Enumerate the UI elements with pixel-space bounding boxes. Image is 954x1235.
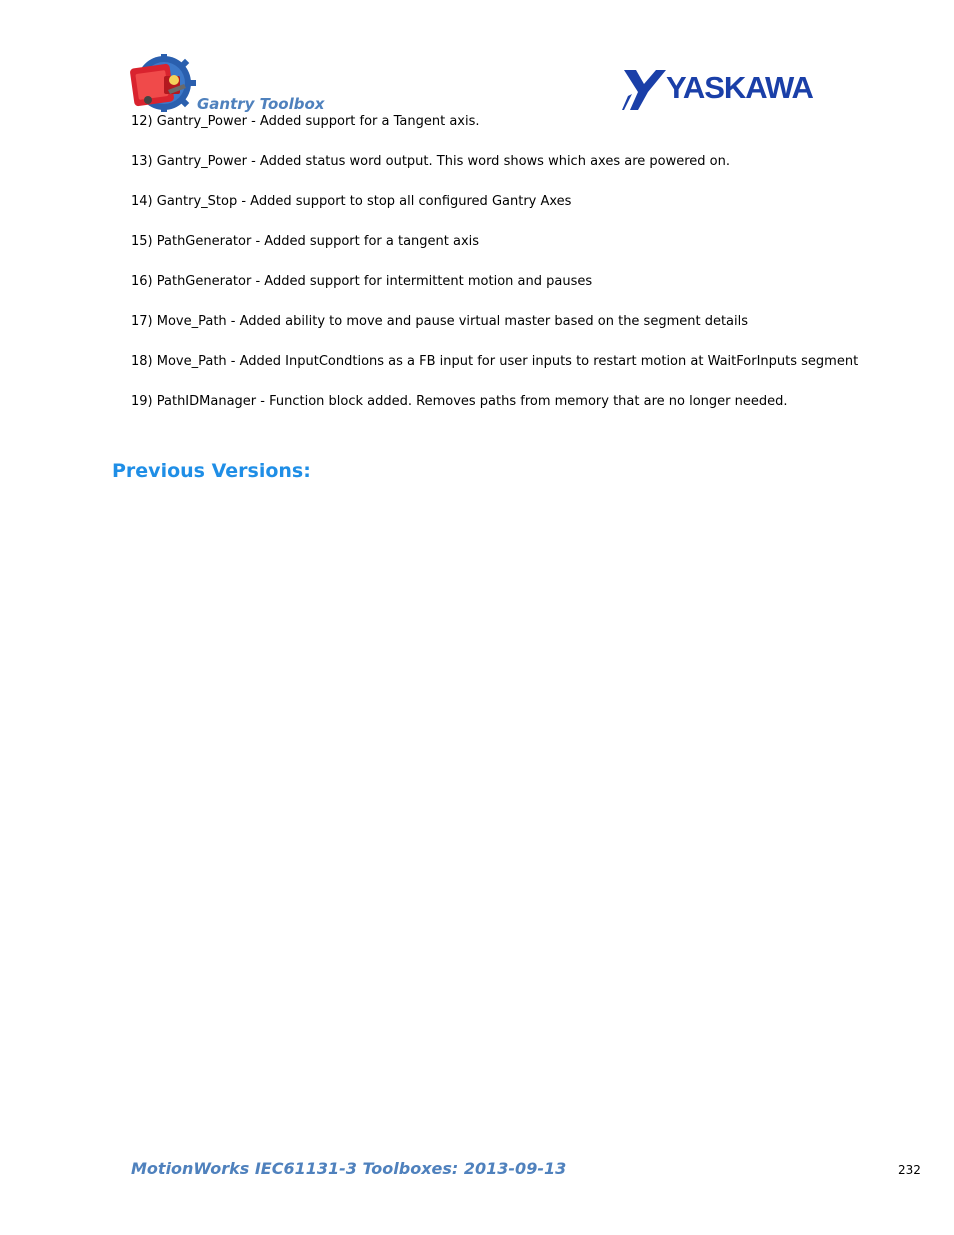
footer-title: MotionWorks IEC61131-3 Toolboxes: 2013-09-13 [131,1159,567,1178]
release-note-item: 16) PathGenerator - Added support for intermittent motion and pauses [131,274,593,289]
yaskawa-logo-icon [622,66,844,112]
previous-versions-heading: Previous Versions: [112,460,311,482]
release-note-item: 14) Gantry_Stop - Added support to stop all configured Gantry Axes [131,194,572,209]
release-note-item: 13) Gantry_Power - Added status word output. This word shows which axes are powered on. [131,154,730,169]
page-number: 232 [898,1163,921,1177]
release-note-item: 15) PathGenerator - Added support for a tangent axis [131,234,480,249]
toolbox-badge-icon [128,54,198,112]
brand-name: YASKAWA [666,70,813,105]
release-note-item: 17) Move_Path - Added ability to move and pause virtual master based on the segment details [131,314,749,329]
release-note-item: 18) Move_Path - Added InputCondtions as a FB input for user inputs to restart motion at WaitForInputs segment [131,354,859,369]
release-notes-list [131,114,858,434]
header-title: Gantry Toolbox [197,95,325,113]
release-note-item: 19) PathIDManager - Function block added. Removes paths from memory that are no longer needed. [131,394,788,409]
release-note-item: 12) Gantry_Power - Added support for a Tangent axis. [131,114,480,129]
